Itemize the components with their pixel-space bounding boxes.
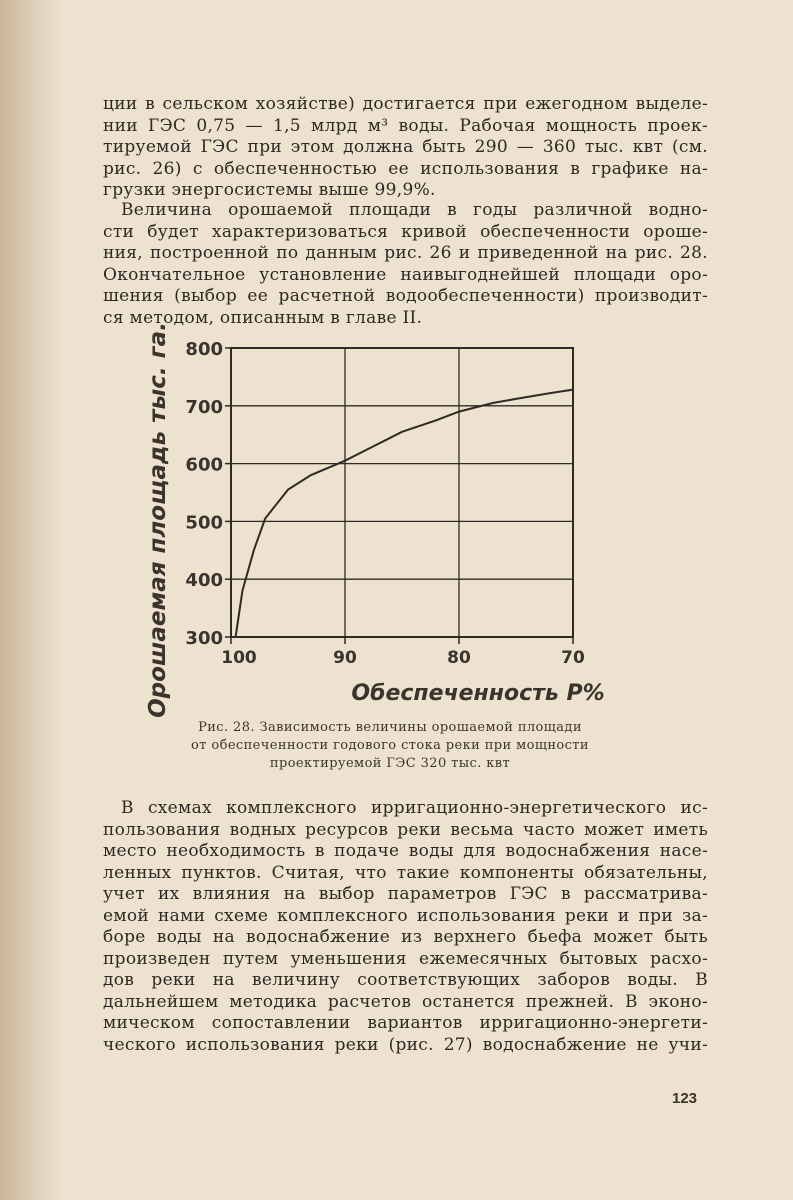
x-tick-label: 90: [333, 648, 357, 668]
chart-grid: [231, 348, 573, 637]
text-line: ния, построенной по данным рис. 26 и приведенной на рис. 28.: [103, 243, 708, 263]
y-axis-label: Орошаемая площадь тыс. га.: [145, 322, 171, 718]
paragraph-3: [103, 798, 708, 1056]
text-line: рис. 26) с обеспеченностью ее использования в графике на-: [103, 158, 708, 179]
text-line: сти будет характеризоваться кривой обеспеченности ороше-: [103, 221, 708, 242]
text-line: В схемах комплексного ирригационно-энергетического ис-: [121, 798, 708, 818]
caption-line: от обеспеченности годового стока реки при мощности: [191, 738, 589, 753]
text-line: ческого использования реки (рис. 27) водоснабжение не учи-: [103, 1034, 708, 1055]
plot-frame: [231, 348, 573, 637]
text-line: тируемой ГЭС при этом должна быть 290 — 360 тыс. квт (см.: [103, 137, 708, 157]
text-line: пользования водных ресурсов реки весьма часто может иметь: [103, 819, 708, 840]
text-line: ся методом, описанным в главе II.: [103, 307, 423, 328]
text-line: произведен путем уменьшения ежемесячных бытовых расхо-: [103, 948, 708, 969]
text-line: грузки энергосистемы выше 99,9%.: [103, 180, 436, 200]
text-line: ции в сельском хозяйстве) достигается при ежегодном выделе-: [103, 94, 708, 114]
text-line: шения (выбор ее расчетной водообеспеченности) производит-: [103, 286, 708, 306]
text-line: емой нами схеме комплексного использования реки и при за-: [103, 905, 708, 926]
page-number: 123: [672, 1090, 698, 1107]
x-tick-label: 70: [561, 648, 585, 668]
y-tick-label: 600: [185, 454, 223, 476]
y-tick-label: 500: [185, 512, 223, 534]
y-tick-label: 400: [185, 570, 223, 592]
text-line: дальнейшем методика расчетов останется прежней. В эконо-: [103, 991, 708, 1012]
text-line: Величина орошаемой площади в годы различной водно-: [121, 200, 708, 220]
caption-line: Рис. 28. Зависимость величины орошаемой площади: [198, 720, 582, 735]
text-line: место необходимость в подаче воды для водоснабжения насе-: [103, 841, 708, 861]
chart-ticks: [185, 339, 585, 668]
y-tick-label: 800: [185, 339, 223, 360]
x-tick-label: 80: [447, 648, 471, 668]
x-tick-label: 100: [221, 648, 257, 668]
y-tick-label: 700: [185, 396, 223, 418]
text-line: дов реки на величину соответствующих заборов воды. В: [103, 970, 708, 990]
text-line: мическом сопоставлении вариантов ирригационно-энергети-: [103, 1013, 708, 1033]
y-tick-label: 300: [185, 628, 223, 649]
text-line: нии ГЭС 0,75 — 1,5 млрд м³ воды. Рабочая мощность проек-: [103, 115, 708, 136]
text-line: Окончательное установление наивыгоднейшей площади оро-: [103, 264, 708, 285]
text-line: учет их влияния на выбор параметров ГЭС в рассматрива-: [103, 884, 708, 904]
x-axis-label: Обеспеченность Р%: [351, 681, 605, 706]
text-line: боре воды на водоснабжение из верхнего бьефа может быть: [103, 927, 708, 947]
caption-line: проектируемой ГЭС 320 тыс. квт: [269, 756, 511, 771]
supply-curve: [236, 390, 573, 637]
figure-caption: [140, 719, 640, 773]
text-line: ленных пунктов. Считая, что такие компоненты обязательны,: [103, 862, 708, 883]
